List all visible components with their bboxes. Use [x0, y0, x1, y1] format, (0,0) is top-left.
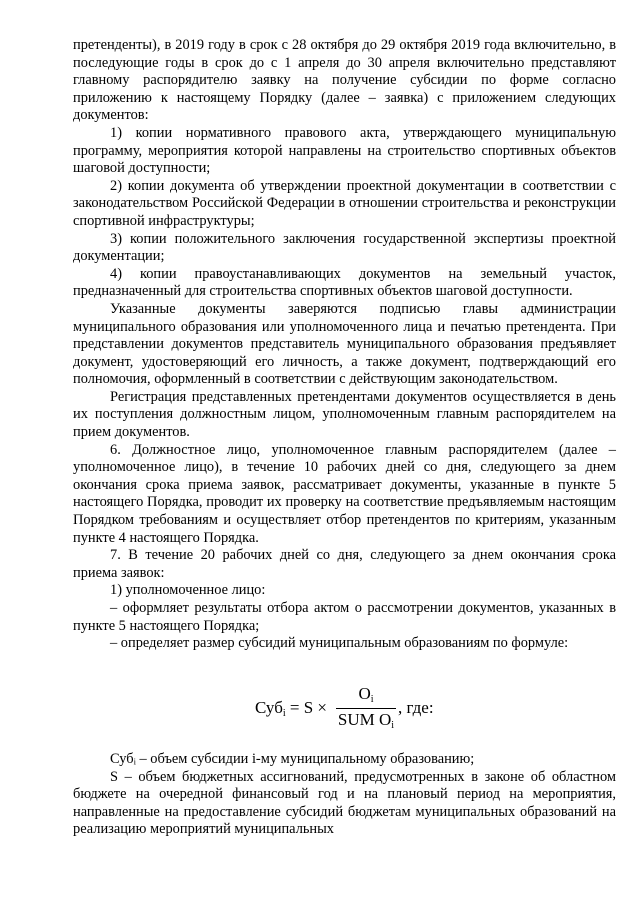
formula-numerator-symbol: O [358, 684, 371, 703]
document-body [73, 37, 616, 653]
paragraph: 7. В течение 20 рабочих дней со дня, следующего за днем окончания срока приема заявок: [73, 547, 616, 581]
document-body-continued [73, 751, 616, 839]
paragraph: – определяет размер субсидий муниципальным образованиям по формуле: [110, 635, 569, 652]
formula-lhs-symbol: Суб [255, 698, 283, 717]
paragraph: 1) копии нормативного правового акта, утверждающего муниципальную программу, мероприятия которой направлены на строительство спортивных объектов шаговой доступности; [73, 124, 616, 177]
paragraph: S – объем бюджетных ассигнований, предусмотренных в законе об областном бюджете на очередной финансовый год и на плановый период на мероприятия, направленные на предоставление субсидий бюджетам муниципальных образований на реализацию мероприятий муниципальных [73, 768, 616, 838]
formula-equals-times: = S × [285, 698, 328, 717]
formula-tail: , где: [398, 698, 434, 717]
paragraph: – оформляет результаты отбора актом о рассмотрении документов, указанных в пункте 5 настоящего Порядка; [73, 600, 616, 634]
formula-denominator [336, 711, 396, 735]
formula-denominator-subscript: i [391, 720, 395, 731]
formula-numerator-subscript: i [370, 694, 374, 705]
paragraph: Указанные документы заверяются подписью главы администрации муниципального образования или уполномоченного лица и печатью претендента. При представлении документов представитель муниципального образования предъявляет документ, удостоверяющий его личность, а также документ, подтверждающий его полномочия, оформленный в соответствии с действующим законодательством. [73, 300, 616, 388]
formula-denominator-symbol: SUM O [337, 710, 392, 729]
paragraph: 1) уполномоченное лицо: [110, 582, 266, 599]
paragraph: Субᵢ – объем субсидии i-му муниципальному образованию; [110, 751, 475, 767]
paragraph: претенденты), в 2019 году в срок с 28 октября до 29 октября 2019 года включительно, в последующие годы в срок до с 1 апреля до 30 апреля включительно представляют главному распорядителю заявку на получение субсидии по форме согласно приложению к настоящему Порядку (далее – заявка) с приложением следующих документов: [73, 37, 616, 124]
paragraph: Регистрация представленных претендентами документов осуществляется в день их поступления должностным лицом, уполномоченным главным распорядителем на прием документов. [73, 388, 616, 441]
paragraph: 6. Должностное лицо, уполномоченное главным распорядителем (далее – уполномоченное лицо), в течение 10 рабочих дней со дня, следующего за днем окончания срока приема заявок, рассматривает документы, указанные в пункте 5 настоящего Порядка, проводит их проверку на соответствие предъявляемым настоящим Порядком требованиям и осуществляет отбор претендентов по критериям, указанным пункте 4 настоящего Порядка. [73, 441, 616, 546]
paragraph: 4) копии правоустанавливающих документов на земельный участок, предназначенный для строительства спортивных объектов шаговой доступности. [73, 265, 616, 300]
paragraph: 2) копии документа об утверждении проектной документации в соответствии с законодательством Российской Федерации в отношении строительства и реконструкции спортивной инфраструктуры; [73, 177, 616, 229]
formula-numerator [336, 685, 396, 709]
subsidy-formula [0, 685, 640, 731]
formula-lhs-subscript: i [282, 708, 286, 719]
paragraph: 3) копии положительного заключения государственной экспертизы проектной документации; [73, 230, 616, 265]
fraction-bar [336, 708, 396, 709]
formula-lhs [255, 699, 327, 723]
